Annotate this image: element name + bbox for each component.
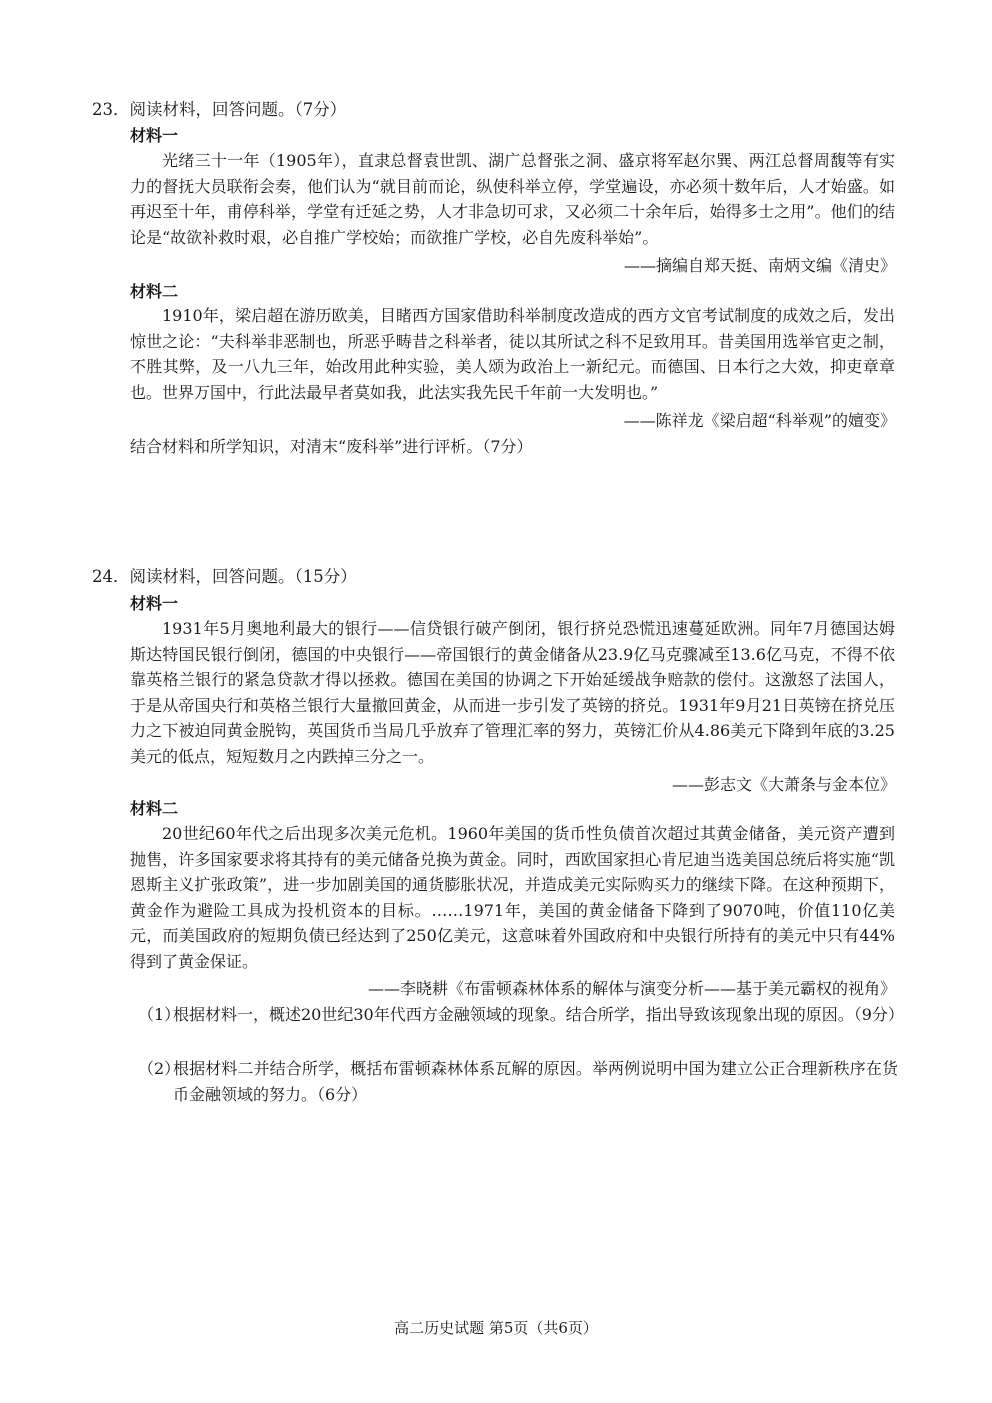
q23-prompt: 结合材料和所学知识，对清末“废科举”进行评析。（7分） <box>130 437 533 456</box>
sub-question-1-text: 根据材料一，概述20世纪30年代西方金融领域的现象。结合所学，指出导致该现象出现的原因。（9分） <box>173 1005 904 1024</box>
q23-material-2-label: 材料二 <box>130 282 179 301</box>
question-24-title: 24．阅读材料，回答问题。（15分） <box>92 567 357 586</box>
q24-material-2-source: ——李晓耕《布雷顿森林体系的解体与演变分析——基于美元霸权的视角》 <box>367 979 896 998</box>
q23-material-1-label: 材料一 <box>130 126 179 145</box>
q24-material-1-text: 1931年5月奥地利最大的银行——信贷银行破产倒闭，银行挤兑恐慌迅速蔓延欧洲。同年7月德国达姆斯达特国民银行倒闭，德国的中央银行——帝国银行的黄金储备从23.9亿马克骤减至13.6亿马克，不得不依靠英格兰银行的紧急贷款才得以拯救。德国在美国的协调之下开始延缓战争赔款的偿付。这激怒了法国人，于是从帝国央行和英格兰银行大量撤回黄金，从而进一步引发了英镑的挤兑。1931年9月21日英镑在挤兑压力之下被迫同黄金脱钩，英国货币当局几乎放弃了管理汇率的努力，英镑汇价从4.86美元下降到年底的3.25美元的低点，短短数月之内跌掉三分之一。 <box>130 619 895 766</box>
q23-material-2-text: 1910年，梁启超在游历欧美，目睹西方国家借助科举制度改造成的西方文官考试制度的成效之后，发出惊世之论：“夫科举非恶制也，所恶乎畴昔之科举者，徒以其所试之科不足致用耳。昔美国用选举官吏之制，不胜其弊，及一八九三年，始改用此种实验，美人颂为政治上一新纪元。而德国、日本行之大效，抑吏章章也。世界万国中，行此法最早者莫如我，此法实我先民千年前一大发明也。” <box>130 306 895 402</box>
sub-question-1-number: （1） <box>138 1005 181 1024</box>
q23-material-2-source: ——陈祥龙《梁启超“科举观”的嬗变》 <box>623 411 896 430</box>
q23-material-1-text: 光绪三十一年（1905年），直隶总督袁世凯、湖广总督张之洞、盛京将军赵尔巽、两江总督周馥等有实力的督抚大员联衔会奏，他们认为“就目前而论，纵使科举立停，学堂遍设，亦必须十数年后，人才始盛。如再迟至十年，甫停科举，学堂有迁延之势，人才非急切可求，又必须二十余年后，始得多士之用”。他们的结论是“故欲补救时艰，必自推广学校始；而欲推广学校，必自先废科举始”。 <box>130 151 895 247</box>
q24-material-1-source: ——彭志文《大萧条与金本位》 <box>671 775 896 794</box>
q23-material-1-source: ——摘编自郑天挺、南炳文编《清史》 <box>623 256 896 275</box>
sub-question-2-text: 根据材料二并结合所学，概括布雷顿森林体系瓦解的原因。举两例说明中国为建立公正合理新秩序在货币金融领域的努力。（6分） <box>173 1059 898 1104</box>
q24-material-2-label: 材料二 <box>130 799 179 818</box>
q24-material-1-label: 材料一 <box>130 594 179 613</box>
page-footer: 高二历史试题 第5页（共6页） <box>394 1319 598 1337</box>
sub-question-2-number: （2） <box>138 1059 181 1078</box>
q24-sub-question-1 <box>138 1002 904 1028</box>
q24-sub-question-2 <box>138 1056 898 1107</box>
q24-material-2-text: 20世纪60年代之后出现多次美元危机。1960年美国的货币性负债首次超过其黄金储备，美元资产遭到抛售，许多国家要求将其持有的美元储备兑换为黄金。同时，西欧国家担心肯尼迪当选美国总统后将实施“凯恩斯主义扩张政策”，进一步加剧美国的通货膨胀状况，并造成美元实际购买力的继续下降。在这种预期下，黄金作为避险工具成为投机资本的目标。……1971年，美国的黄金储备下降到了9070吨，价值110亿美元，而美国政府的短期负债已经达到了250亿美元，这意味着外国政府和中央银行所持有的美元中只有44%得到了黄金保证。 <box>130 824 895 971</box>
question-23-title: 23．阅读材料，回答问题。（7分） <box>92 100 347 119</box>
